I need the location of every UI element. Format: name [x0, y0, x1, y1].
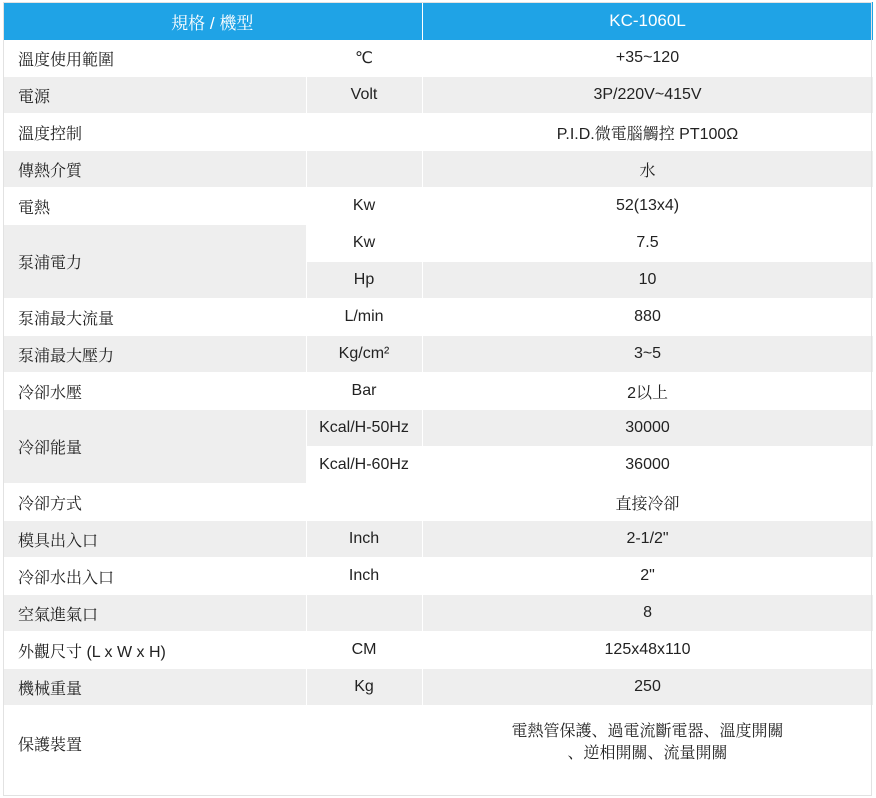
row-label: 保護裝置	[3, 706, 306, 781]
row-label: 電源	[3, 77, 306, 114]
row-unit: Bar	[306, 373, 422, 410]
row-value: 水	[422, 151, 873, 188]
row-label: 溫度控制	[3, 114, 306, 151]
row-label: 泵浦電力	[3, 225, 306, 299]
row-value: 3P/220V~415V	[422, 77, 873, 114]
row-unit: Volt	[306, 77, 422, 114]
row-value: 52(13x4)	[422, 188, 873, 225]
table-row	[3, 40, 873, 77]
row-unit: ℃	[306, 40, 422, 77]
row-label: 空氣進氣口	[3, 595, 306, 632]
row-value: 2以上	[422, 373, 873, 410]
header-spec-model: 規格 / 機型	[3, 2, 422, 40]
row-unit: Hp	[306, 262, 422, 299]
row-unit	[306, 114, 422, 151]
row-label: 電熱	[3, 188, 306, 225]
protection-line-2: 、逆相開關、流量開關	[567, 745, 728, 762]
table-row	[3, 521, 873, 558]
row-label: 冷卻水壓	[3, 373, 306, 410]
row-unit: Kw	[306, 225, 422, 262]
row-unit: L/min	[306, 299, 422, 336]
row-value: 7.5	[422, 225, 873, 262]
protection-line-1: 電熱管保護、過電流斷電器、溫度開關	[511, 723, 784, 740]
row-label: 外觀尺寸 (L x W x H)	[3, 632, 306, 669]
row-value	[422, 706, 873, 781]
row-unit: Kg/cm²	[306, 336, 422, 373]
table-row	[3, 77, 873, 114]
row-label: 冷卻水出入口	[3, 558, 306, 595]
row-unit: Kcal/H-50Hz	[306, 410, 422, 447]
table-row	[3, 558, 873, 595]
row-unit: Inch	[306, 558, 422, 595]
row-label: 冷卻能量	[3, 410, 306, 484]
row-label: 溫度使用範圍	[3, 40, 306, 77]
table-row	[3, 484, 873, 521]
table-row	[3, 299, 873, 336]
table-row	[3, 225, 873, 262]
row-unit	[306, 595, 422, 632]
row-label: 模具出入口	[3, 521, 306, 558]
row-label: 機械重量	[3, 669, 306, 706]
row-unit: Kw	[306, 188, 422, 225]
table-row	[3, 114, 873, 151]
header-model-name: KC-1060L	[422, 2, 873, 40]
row-label: 冷卻方式	[3, 484, 306, 521]
row-value: 36000	[422, 447, 873, 484]
row-value: 直接冷卻	[422, 484, 873, 521]
row-value: +35~120	[422, 40, 873, 77]
table-row	[3, 632, 873, 669]
row-unit: Kg	[306, 669, 422, 706]
row-label: 傳熱介質	[3, 151, 306, 188]
row-unit	[306, 706, 422, 781]
header-row	[3, 2, 873, 40]
table-row	[3, 706, 873, 781]
row-value: P.I.D.微電腦觸控 PT100Ω	[422, 114, 873, 151]
row-unit	[306, 151, 422, 188]
row-value: 2-1/2"	[422, 521, 873, 558]
row-unit: Inch	[306, 521, 422, 558]
table-row	[3, 410, 873, 447]
row-unit	[306, 484, 422, 521]
row-value: 880	[422, 299, 873, 336]
row-value: 8	[422, 595, 873, 632]
row-label: 泵浦最大流量	[3, 299, 306, 336]
table-row	[3, 373, 873, 410]
row-unit: CM	[306, 632, 422, 669]
row-value: 125x48x110	[422, 632, 873, 669]
table-row	[3, 188, 873, 225]
row-value: 10	[422, 262, 873, 299]
row-value: 30000	[422, 410, 873, 447]
table-row	[3, 669, 873, 706]
table-row	[3, 336, 873, 373]
table-row	[3, 151, 873, 188]
row-value: 250	[422, 669, 873, 706]
row-value: 2"	[422, 558, 873, 595]
table-row	[3, 595, 873, 632]
spec-table	[3, 2, 874, 781]
row-value: 3~5	[422, 336, 873, 373]
row-unit: Kcal/H-60Hz	[306, 447, 422, 484]
row-label: 泵浦最大壓力	[3, 336, 306, 373]
